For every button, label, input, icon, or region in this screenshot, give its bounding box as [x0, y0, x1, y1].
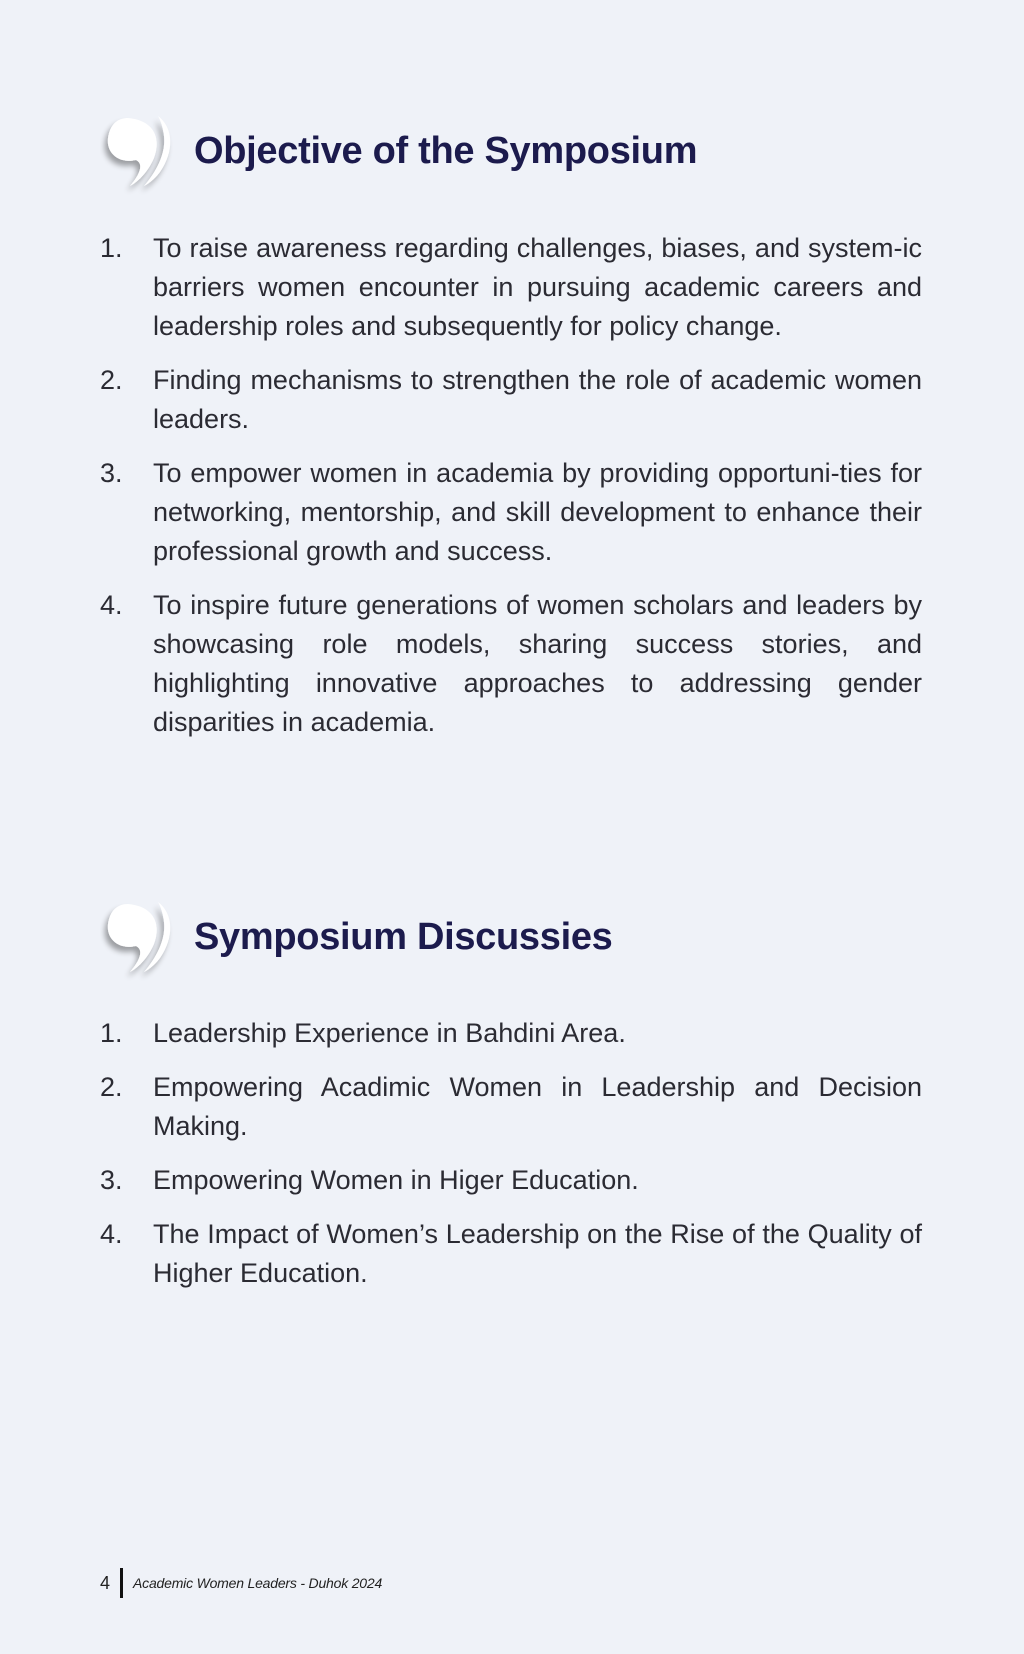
item-number: 4.: [100, 1219, 123, 1249]
list-item: [100, 586, 922, 742]
item-text: To empower women in academia by providing opportuni-ties for networking, mentorship, and skill development to enhance their professional growth and success.: [153, 458, 922, 566]
item-number: 3.: [100, 1165, 123, 1195]
list-item: [100, 1068, 922, 1146]
section-title: Objective of the Symposium: [194, 129, 698, 172]
item-text: The Impact of Women’s Leadership on the Rise of the Quality of Higher Education.: [153, 1219, 922, 1288]
item-text: Leadership Experience in Bahdini Area.: [153, 1018, 626, 1048]
item-text: Empowering Women in Higer Education.: [153, 1165, 639, 1195]
footer-text: Academic Women Leaders - Duhok 2024: [133, 1575, 383, 1591]
item-text: Empowering Acadimic Women in Leadership and Decision Making.: [153, 1072, 922, 1141]
section-heading-discussions: [100, 892, 613, 982]
item-number: 1.: [100, 233, 123, 263]
list-item: [100, 229, 922, 346]
item-number: 2.: [100, 1072, 123, 1102]
item-text: Finding mechanisms to strengthen the role of academic women leaders.: [153, 365, 922, 434]
list-item: [100, 1014, 922, 1053]
list-item: [100, 1215, 922, 1293]
item-number: 3.: [100, 458, 123, 488]
section-title: Symposium Discussies: [194, 915, 613, 958]
item-text: To raise awareness regarding challenges, biases, and system-ic barriers women encounter in pursuing academic careers and leadership roles and subsequently for policy change.: [153, 233, 922, 341]
list-item: [100, 1161, 922, 1200]
discussions-list: [100, 1014, 922, 1308]
item-number: 2.: [100, 365, 123, 395]
item-text: To inspire future generations of women scholars and leaders by showcasing role models, sharing success stories, and highlighting innovative approaches to addressing gender disparities in academia.: [153, 590, 922, 737]
section-heading-objective: [100, 106, 697, 196]
page-footer: [100, 1567, 382, 1599]
footer-divider: [120, 1568, 123, 1598]
quote-icon: [100, 106, 182, 196]
quote-icon: [100, 892, 182, 982]
item-number: 1.: [100, 1018, 123, 1048]
objectives-list: [100, 229, 922, 757]
list-item: [100, 361, 922, 439]
page-number: 4: [100, 1572, 111, 1593]
item-number: 4.: [100, 590, 123, 620]
list-item: [100, 454, 922, 571]
